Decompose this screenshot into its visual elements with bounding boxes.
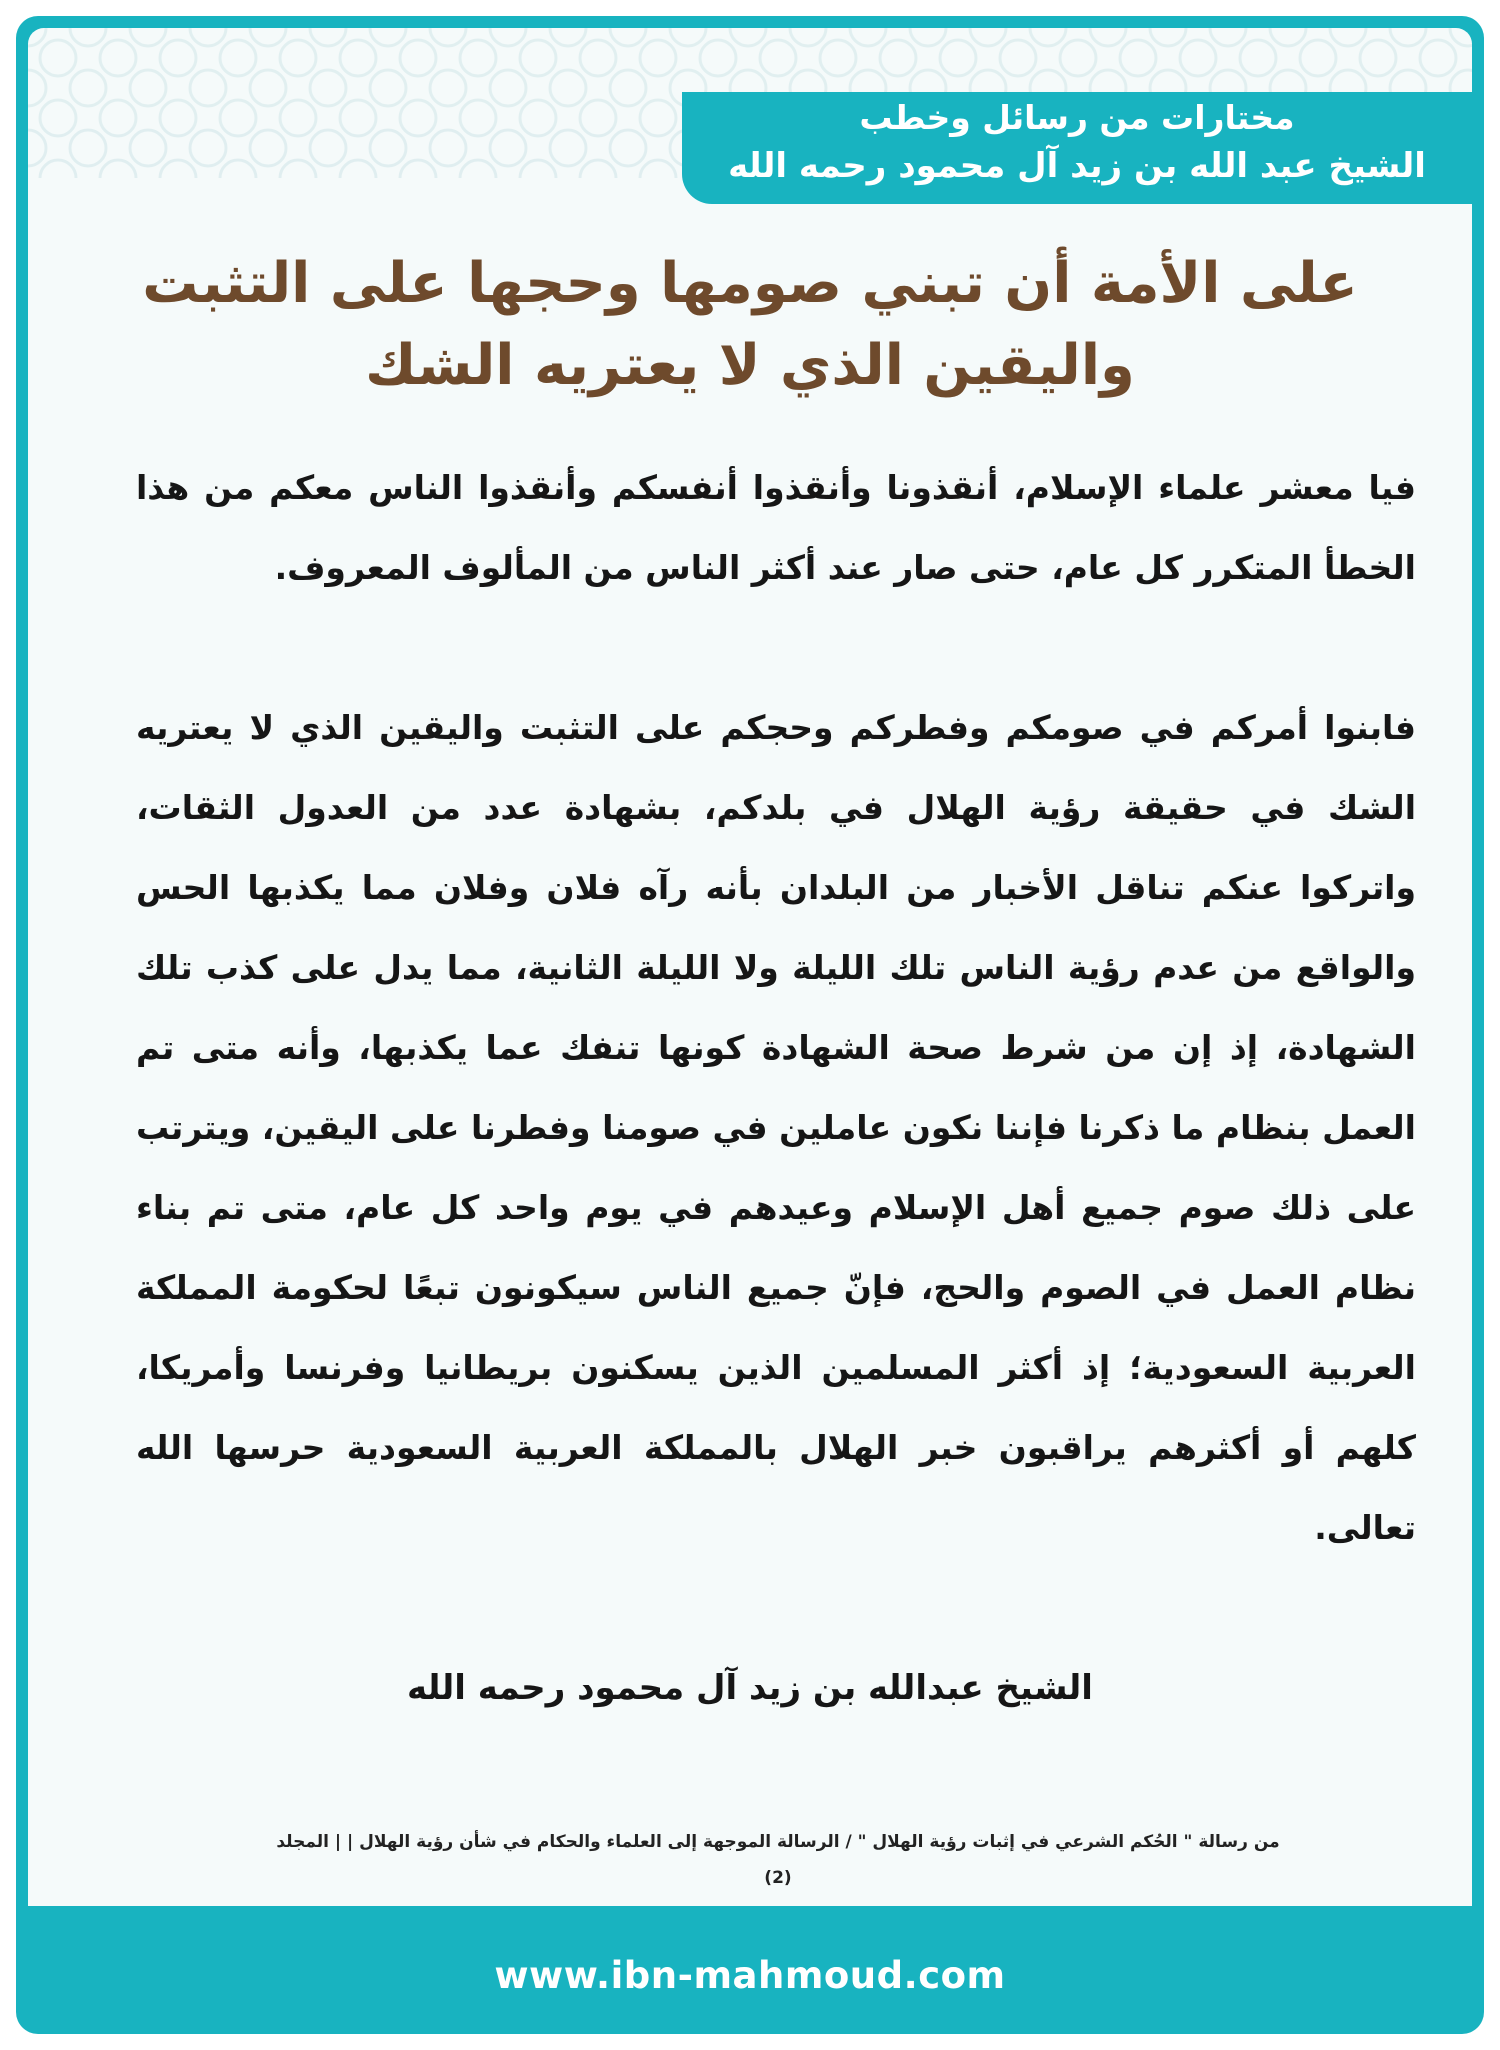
article-title bbox=[98, 243, 1402, 407]
article-title-line-2: واليقين الذي لا يعتريه الشك bbox=[365, 333, 1135, 398]
content-panel bbox=[28, 28, 1472, 1906]
body-paragraph-2: فابنوا أمركم في صومكم وفطركم وحجكم على التثبت واليقين الذي لا يعتريه الشك في حقيقة رؤية الهلال في بلدكم، بشهادة عدد من العدول الثقات، واتركوا عنكم تناقل الأخبار من البلدان بأنه رآه فلان وفلان مما يكذبها الحس والواقع من عدم رؤية الناس تلك الليلة ولا الليلة الثانية، مما يدل على كذب تلك الشهادة، إذ إن من شرط صحة الشهادة كونها تنفك عما يكذبها، وأنه متى تم العمل بنظام ما ذكرنا فإننا نكون عاملين في صومنا وفطرنا على اليقين، ويترتب على ذلك صوم جميع أهل الإسلام وعيدهم في يوم واحد كل عام، متى تم بناء نظام العمل في الصوم والحج، فإنّ جميع الناس سيكونون تبعًا لحكومة المملكة العربية السعودية؛ إذ أكثر المسلمين الذين يسكنون بريطانيا وفرنسا وأمريكا، كلهم أو أكثرهم يراقبون خبر الهلال بالمملكة العربية السعودية حرسها الله تعالى. bbox=[136, 708, 1416, 1547]
website-link[interactable]: www.ibn-mahmoud.com bbox=[494, 1954, 1006, 1997]
source-citation-line-1: من رسالة " الحُكم الشرعي في إثبات رؤية الهلال " / الرسالة الموجهة إلى العلماء والحكام في شأن رؤية الهلال | | المجلد bbox=[276, 1832, 1280, 1852]
article-body bbox=[136, 448, 1416, 1568]
body-paragraph-1: فيا معشر علماء الإسلام، أنقذونا وأنقذوا أنفسكم وأنقذوا الناس معكم من هذا الخطأ المتكرر كل عام، حتى صار عند أكثر الناس من المألوف المعروف. bbox=[136, 468, 1416, 587]
article-title-line-1: على الأمة أن تبني صومها وحجها على التثبت bbox=[142, 251, 1358, 316]
source-citation bbox=[128, 1824, 1428, 1896]
header-banner bbox=[682, 92, 1472, 204]
signature: الشيخ عبدالله بن زيد آل محمود رحمه الله bbox=[407, 1668, 1093, 1708]
source-citation-line-2: (2) bbox=[764, 1868, 792, 1888]
header-author-name: الشيخ عبد الله بن زيد آل محمود رحمه الله bbox=[728, 146, 1426, 186]
page-frame bbox=[16, 16, 1484, 2034]
header-series-title: مختارات من رسائل وخطب bbox=[859, 98, 1295, 137]
